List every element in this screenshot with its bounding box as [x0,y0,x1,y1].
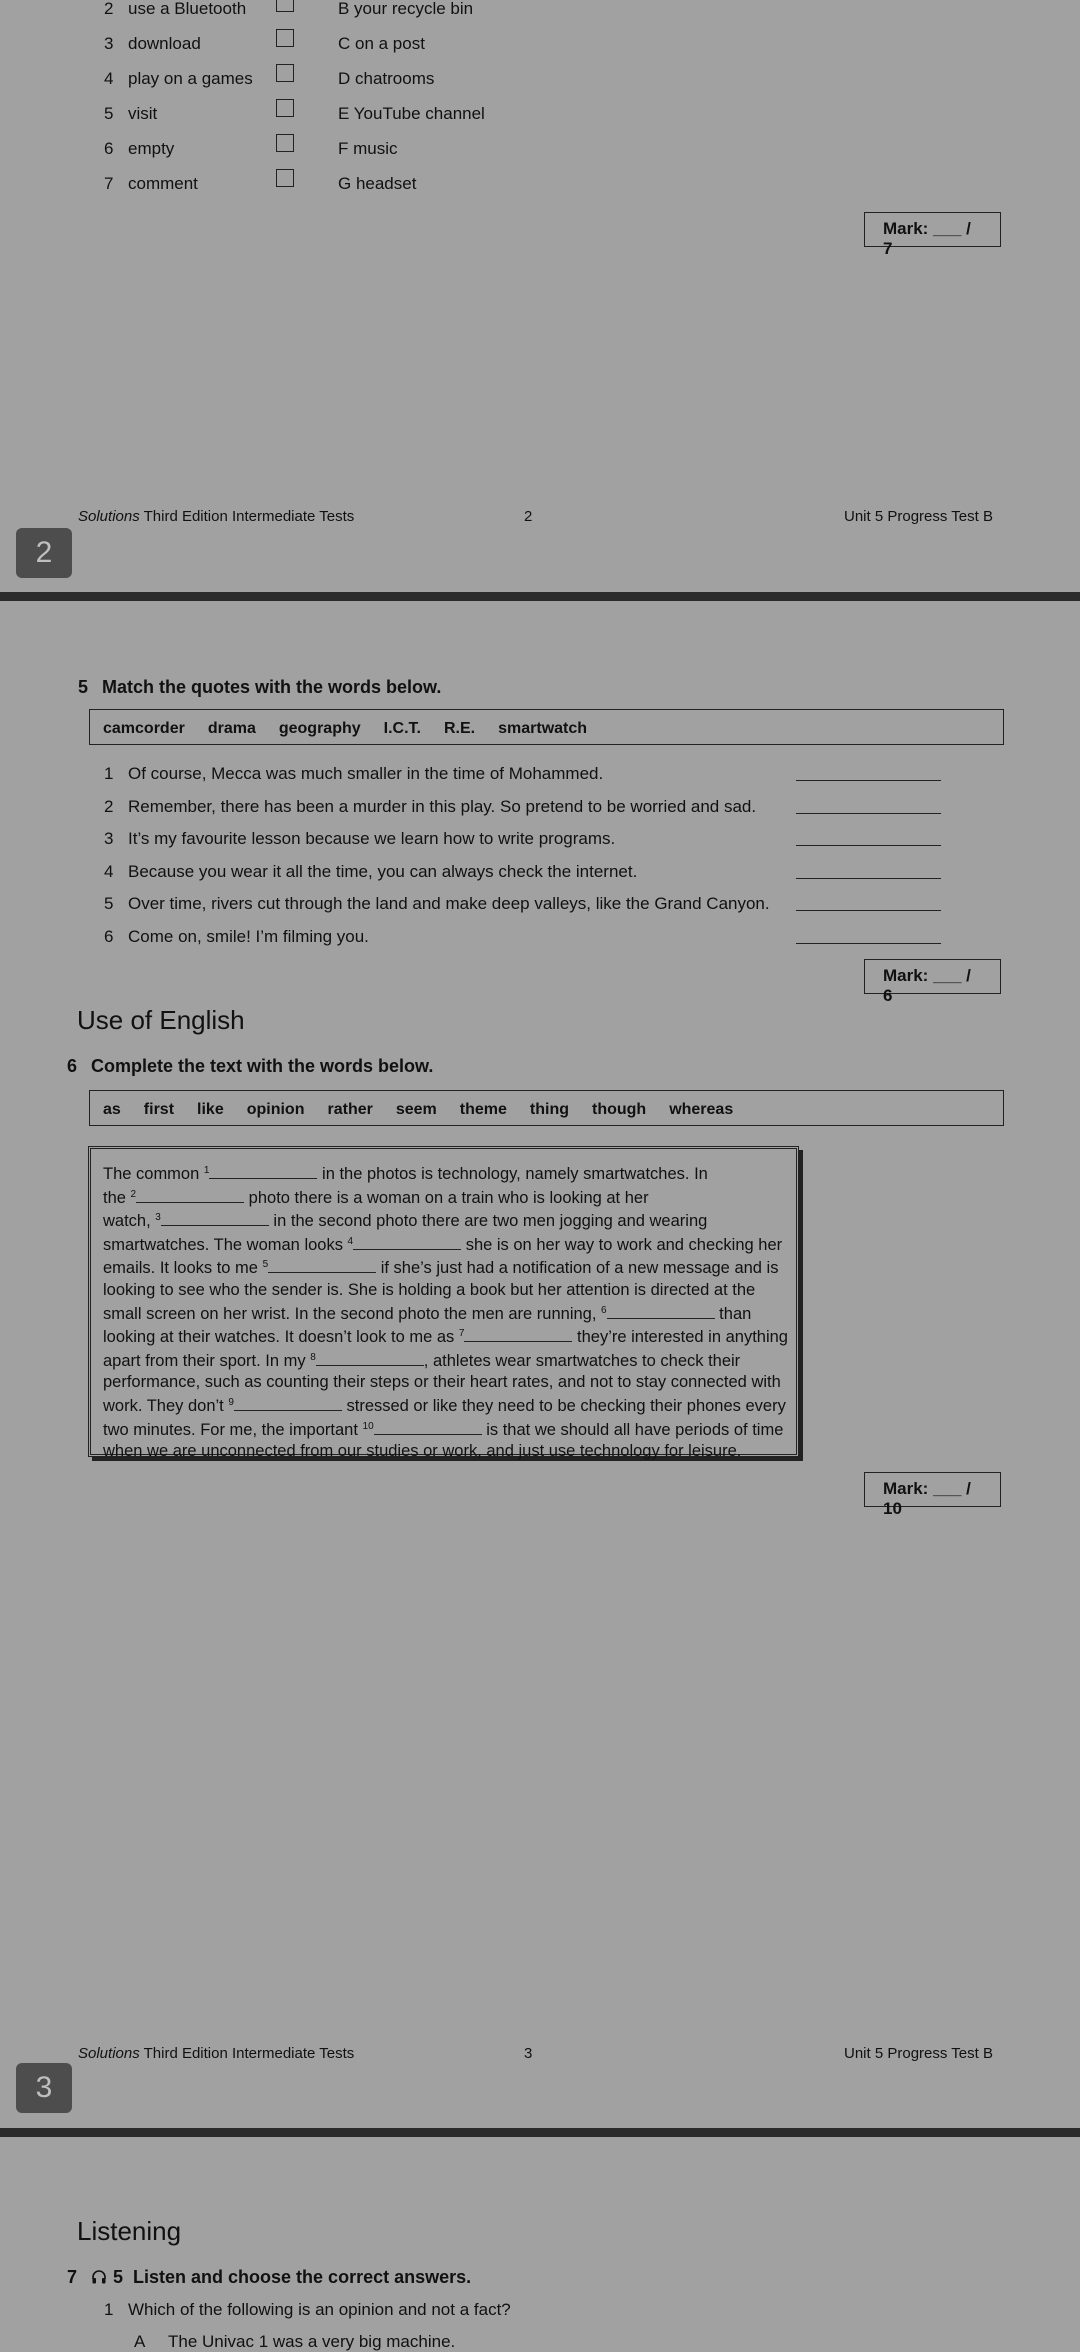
word-bank-item: opinion [246,1101,305,1118]
word-bank-item: camcorder [103,720,185,737]
match-num: 6 [104,139,114,158]
word-bank-item: I.C.T. [383,720,421,737]
word-bank-item: whereas [669,1101,734,1118]
word-bank-item: drama [207,720,256,737]
match-left: visit [128,104,158,123]
page-number: 2 [524,508,533,525]
match-right: E YouTube channel [338,104,485,123]
section-title: Use of English [77,1005,245,1035]
answer-blank[interactable] [209,1162,317,1179]
gap-number: 9 [228,1396,234,1408]
answer-blank[interactable] [136,1186,244,1203]
quote-text: Of course, Mecca was much smaller in the time of Mohammed. [128,764,604,783]
item-num: 4 [104,862,114,881]
match-left: use a Bluetooth [128,0,247,18]
item-num: 2 [104,797,114,816]
answer-checkbox[interactable] [276,0,294,12]
match-right: G headset [338,174,417,193]
answer-blank[interactable] [374,1418,482,1435]
test-name: Unit 5 Progress Test B [844,2045,993,2062]
option-letter[interactable]: A [134,2332,146,2351]
answer-blank[interactable] [607,1302,715,1319]
answer-blank[interactable] [796,797,941,814]
answer-blank[interactable] [796,862,941,879]
match-num: 4 [104,69,114,88]
page-divider [0,2128,1080,2137]
match-left: empty [128,139,175,158]
word-bank [89,1090,1004,1126]
passage-box [88,1146,799,1461]
quote-text: Because you wear it all the time, you can always check the internet. [128,862,638,881]
book-title: Solutions Third Edition Intermediate Tests [78,508,355,525]
match-num: 7 [104,174,114,193]
match-right: D chatrooms [338,69,435,88]
answer-blank[interactable] [353,1233,461,1250]
page-badge: 2 [16,528,72,578]
answer-blank[interactable] [268,1256,376,1273]
quote-text: Come on, smile! I’m filming you. [128,927,369,946]
answer-checkbox[interactable] [276,64,294,82]
match-num: 2 [104,0,114,18]
match-right: C on a post [338,34,425,53]
match-right: F music [338,139,398,158]
item-num: 1 [104,764,114,783]
item-num: 6 [104,927,114,946]
match-right: B your recycle bin [338,0,474,18]
page-number: 3 [524,2045,533,2062]
gap-number: 4 [347,1235,354,1247]
word-bank-item: though [591,1101,647,1118]
mark-box: Mark: ___ / 10 [864,1472,1001,1507]
gap-number: 7 [458,1328,465,1340]
gap-number: 8 [310,1351,316,1363]
headphones-icon [91,2269,107,2290]
word-bank-item: first [143,1101,175,1118]
gap-number: 3 [155,1212,161,1224]
gap-number: 6 [601,1304,607,1316]
match-num: 5 [104,104,114,123]
answer-checkbox[interactable] [276,134,294,152]
exercise-6-heading: 6 Complete the text with the words below. [67,1056,434,1076]
word-bank-item: as [103,1101,121,1118]
answer-blank[interactable] [234,1394,342,1411]
gap-number: 1 [203,1165,210,1176]
word-bank-item: smartwatch [498,720,588,737]
answer-blank[interactable] [161,1209,269,1226]
answer-blank[interactable] [796,894,941,911]
word-bank-item: R.E. [444,720,476,737]
test-name: Unit 5 Progress Test B [844,508,993,525]
mark-box: Mark: ___ / 6 [864,959,1001,994]
answer-checkbox[interactable] [276,169,294,187]
book-title: Solutions Third Edition Intermediate Tests [78,2045,355,2062]
gap-number: 2 [130,1188,137,1200]
quote-text: Over time, rivers cut through the land and make deep valleys, like the Grand Canyon. [128,894,770,913]
word-bank-item: like [197,1101,224,1118]
answer-blank[interactable] [316,1349,424,1366]
question-num: 1 [104,2300,114,2319]
word-bank-item: geography [278,720,361,737]
match-left: play on a games [128,69,253,88]
page-badge: 3 [16,2063,72,2113]
answer-blank[interactable] [796,829,941,846]
match-left: comment [128,174,198,193]
quote-text: It’s my favourite lesson because we learn how to write programs. [128,829,616,848]
quote-text: Remember, there has been a murder in this play. So pretend to be worried and sad. [128,797,757,816]
answer-blank[interactable] [464,1325,572,1342]
match-num: 3 [104,34,114,53]
exercise-5-heading: 5 Match the quotes with the words below. [78,677,442,697]
word-bank-item: rather [327,1101,373,1118]
match-left: download [128,34,201,53]
word-bank-item: theme [459,1101,507,1118]
question-text: Which of the following is an opinion and not a fact? [128,2300,511,2319]
passage-text: The common $^1$ in the photos is technology, namely smartwatches. In the $^2$ photo there is a woman on a train who is looking at her watch, $^3$ in the second photo there are two men jogging and wearing smartwatches. The woman looks $^4$ she is on her way to work and checking her emails. It looks to me $^5$ if she’s just had a notification of a new message and is looking to see who the sender is. She is holding a book but her attention is directed at the small screen on her wrist. In the second photo the men are running, $^6$ than looking at their watches. It doesn’t look to me as $^7$ they’re interested in anything apart from their sport. In my $^8$ , athletes wear smartwatches to check their performance, such as counting their steps or their heart rates, and not to stay connected with work. They don’t $^9$ stressed or like they need to be checking their phones every two minutes. For me, the important $^{10}$ is that we should all have periods of time when we are unconnected from our studies or work, and just use technology for leisure. [103,1162,793,1463]
section-title: Listening [77,2216,182,2246]
item-num: 3 [104,829,114,848]
answer-checkbox[interactable] [276,99,294,117]
gap-number: 5 [262,1259,269,1271]
option-text[interactable]: The Univac 1 was a very big machine. [168,2332,456,2351]
mark-box: Mark: ___ / 7 [864,212,1001,247]
page-divider [0,592,1080,601]
word-bank-item: seem [395,1101,437,1118]
answer-checkbox[interactable] [276,29,294,47]
answer-blank[interactable] [796,927,941,944]
exercise-7-heading: 7 5 Listen and choose the correct answers. [67,2267,471,2290]
gap-number: 10 [362,1420,374,1432]
word-bank-item: thing [529,1101,569,1118]
item-num: 5 [104,894,114,913]
word-bank [89,709,1004,745]
answer-blank[interactable] [796,764,941,781]
